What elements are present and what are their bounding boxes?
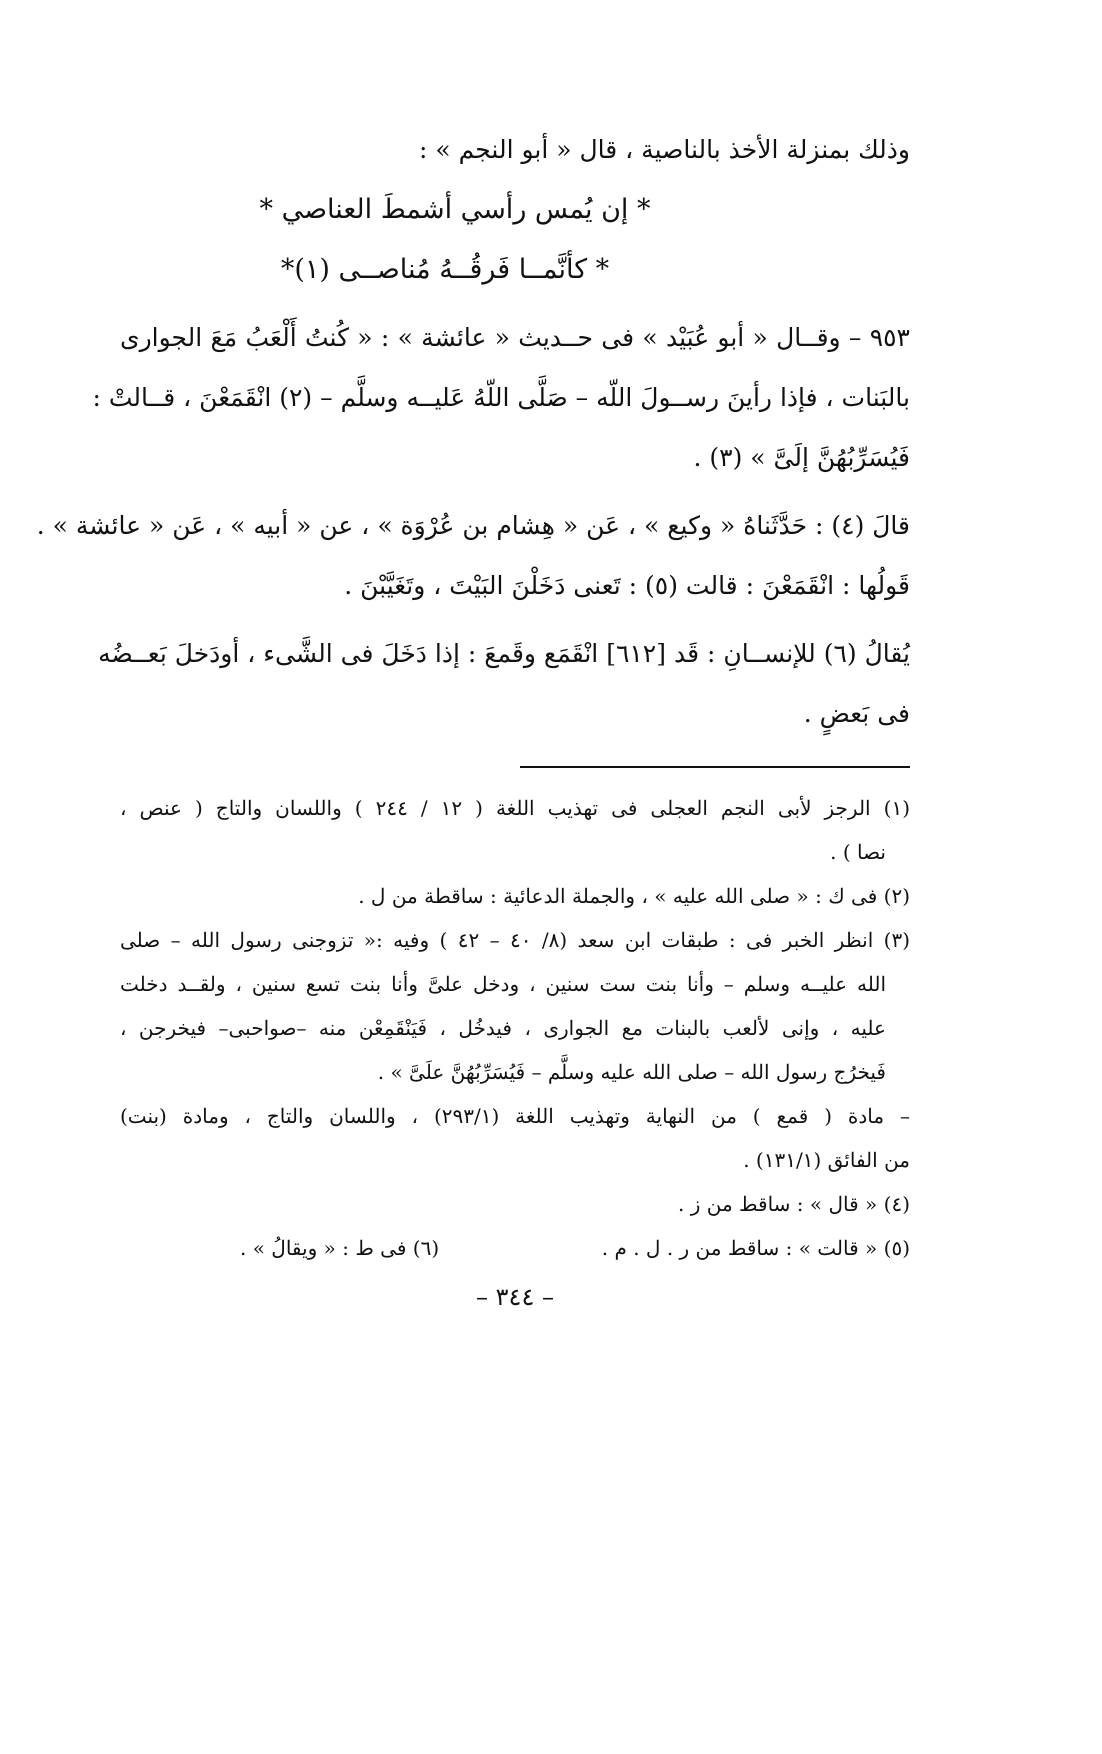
yuqal-line-2: فى بَعضٍ . [803,699,910,728]
footnote-1-line-1: (١) الرجز لأبى النجم العجلى فى تهذيب اللغة ( ١٢ / ٢٤٤ ) واللسان والتاج ( عنص ، [120,796,911,820]
hadith-953-line-2: بالبَنات ، فإذا رأينَ رســولَ اللّه – صَلَّى اللّهُ عَليــه وسلَّم – (٢) انْقَمَعْنَ ، قــالتْ : [92,383,910,412]
footnotes [120,786,910,1270]
footnote-3-line-2: الله عليــه وسلم – وأنا بنت ست سنين ، ودخل علىَّ وأنا بنت تسع سنين ، ولقــد دخلت [120,972,886,996]
intro-line: وذلك بمنزلة الأخذ بالناصية ، قال « أبو النجم » : [419,135,910,164]
page-number: – ٣٤٤ – [476,1283,554,1311]
gloss-line: قَولُها : انْقَمَعْنَ : قالت (٥) : تَعنى دَخَلْنَ البَيْتَ ، وتَغَيَّبْنَ . [344,571,910,600]
footnote-3-line-4: فَيخرُج رسول الله – صلى الله عليه وسلَّم – فَيُسَرِّبُهُنَّ علَىَّ » . [377,1060,886,1084]
footnote-3-line-5: – مادة ( قمع ) من النهاية وتهذيب اللغة (٢٩٣/١) ، واللسان والتاج ، ومادة (بنت) [120,1104,910,1128]
footnote-1-line-2: نصا ) . [830,840,886,864]
book-page [36,120,911,1680]
footnote-6: (٦) فى ط : « ويقالُ » . [240,1236,440,1260]
footnote-4: (٤) « قال » : ساقط من ز . [678,1192,910,1216]
footnote-3-line-6: من الفائق (١٣١/١) . [743,1148,910,1172]
verse-line-2: * كأنَّمــا فَرقُــهُ مُناصــى (١)* [280,254,610,285]
isnad-line: قالَ (٤) : حَدَّثَناهُ « وكيع » ، عَن « هِشام بن عُرْوَة » ، عن « أبيه » ، عَن « عائشة » . [36,511,910,540]
verse-line-1: * إن يُمس رأسي أشمطَ العناصي * [259,194,651,225]
footnote-5: (٥) « قالت » : ساقط من ر . ل . م . [601,1236,910,1260]
footnote-3-line-1: (٣) انظر الخبر فى : طبقات ابن سعد (٨/ ٤٠ – ٤٢ ) وفيه :« تزوجنى رسول الله – صلى [120,928,910,952]
footnote-2: (٢) فى ك : « صلى الله عليه » ، والجملة الدعائية : ساقطة من ل . [358,884,910,908]
footnote-separator [520,766,910,768]
yuqal-line-1: يُقالُ (٦) للإنســانِ : قَد [٦١٢] انْقَمَع وقَمعَ : إذا دَخَلَ فى الشَّىء ، أودَخلَ بَعــضُه [98,639,910,668]
hadith-953-line-3: فَيُسَرِّبُهُنَّ إلَىَّ » (٣) . [693,443,910,472]
main-text [36,120,910,744]
hadith-953-line-1: ٩٥٣ – وقــال « أبو عُبَيْد » فى حــديث « عائشة » : « كُنتُ أَلْعَبُ مَعَ الجوارى [120,323,910,352]
footnotes-5-6 [120,1226,910,1270]
footnote-3-line-3: عليه ، وإنى لألعب بالبنات مع الجوارى ، فيدخُل ، فَيَنْقَمِعْن منه –صواحبى– فيخرجن ، [120,1016,886,1040]
